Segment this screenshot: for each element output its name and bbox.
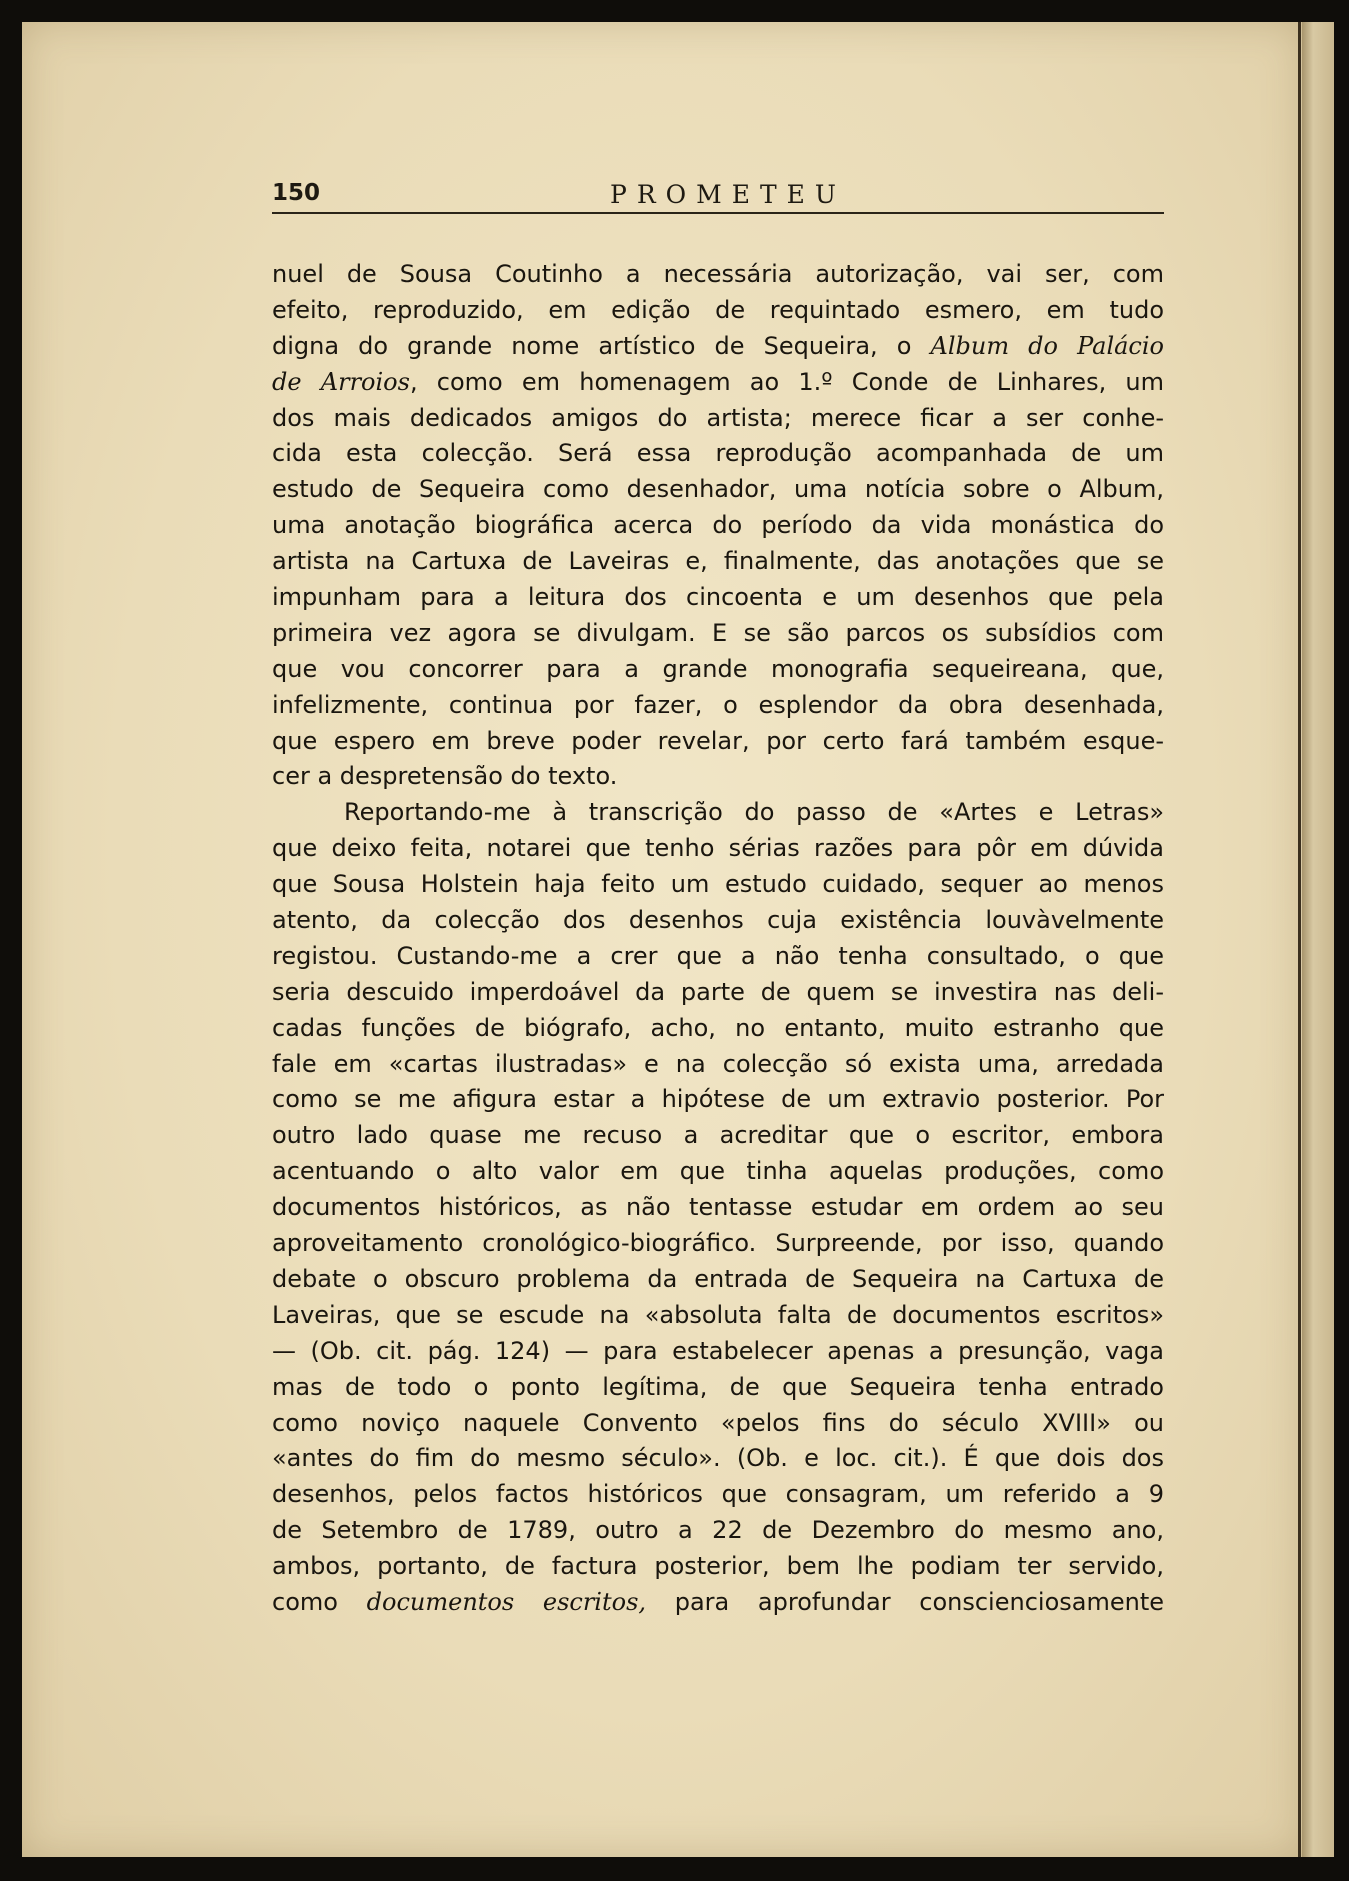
text-line: mas de todo o ponto legítima, de que Sequeira tenha entrado	[272, 1372, 1164, 1401]
text-line: impunham para a leitura dos cincoenta e um desenhos que pela	[272, 583, 1164, 612]
text-line: cida esta colecção. Será essa reprodução acompanhada de um	[272, 439, 1164, 468]
text-line: primeira vez agora se divulgam. E se são parcos os subsídios com	[272, 618, 1164, 647]
text-line: como noviço naquele Convento «pelos fins do século XVIII» ou	[272, 1408, 1164, 1437]
text-line: que vou concorrer para a grande monografia sequeireana, que,	[272, 654, 1164, 683]
text-line: que deixo feita, notarei que tenho sérias razões para pôr em dúvida	[272, 834, 1164, 863]
running-header	[272, 180, 1164, 214]
text-line: Laveiras, que se escude na «absoluta falta de documentos escritos»	[272, 1300, 1164, 1329]
text-line: acentuando o alto valor em que tinha aquelas produções, como	[272, 1157, 1164, 1186]
text-line: digna do grande nome artístico de Sequeira, o Album do Palácio	[272, 331, 1164, 360]
text-line: que Sousa Holstein haja feito um estudo cuidado, sequer ao menos	[272, 870, 1164, 899]
text-line: que espero em breve poder revelar, por certo fará também esque-	[272, 726, 1164, 755]
text-line: documentos históricos, as não tentasse estudar em ordem ao seu	[272, 1193, 1164, 1222]
text-line: estudo de Sequeira como desenhador, uma notícia sobre o Album,	[272, 475, 1164, 504]
text-line: nuel de Sousa Coutinho a necessária autorização, vai ser, com	[272, 260, 1164, 288]
italic-phrase: documentos escritos,	[366, 1587, 647, 1616]
text-line: outro lado quase me recuso a acreditar que o escritor, embora	[272, 1121, 1164, 1150]
text-line: artista na Cartuxa de Laveiras e, finalmente, das anotações que se	[272, 547, 1164, 576]
text-line: dos mais dedicados amigos do artista; merece ficar a ser conhe-	[272, 403, 1164, 432]
text-line: «antes do fim do mesmo século». (Ob. e loc. cit.). É que dois dos	[272, 1444, 1164, 1473]
journal-title: PROMETEU	[610, 180, 846, 209]
text-line: ambos, portanto, de factura posterior, bem lhe podiam ter servido,	[272, 1552, 1164, 1581]
text-line: como se me afigura estar a hipótese de um extravio posterior. Por	[272, 1085, 1164, 1114]
text-line: desenhos, pelos factos históricos que consagram, um referido a 9	[272, 1480, 1164, 1509]
text-line: de Setembro de 1789, outro a 22 de Dezembro do mesmo ano,	[272, 1516, 1164, 1545]
text-line: de Arroios, como em homenagem ao 1.º Conde de Linhares, um	[272, 367, 1164, 396]
adjacent-page-edge	[1302, 22, 1334, 1857]
paragraph-end-line: cer a despretensão do texto.	[272, 762, 618, 791]
italic-title: Album do Palácio	[930, 331, 1164, 360]
page-number: 150	[272, 180, 321, 206]
paragraph-start-line: Reportando-me à transcrição do passo de «Artes e Letras»	[344, 798, 1164, 827]
text-line: infelizmente, continua por fazer, o esplendor da obra desenhada,	[272, 690, 1164, 719]
text-line: cadas funções de biógrafo, acho, no entanto, muito estranho que	[272, 1013, 1164, 1042]
text-line: aproveitamento cronológico-biográfico. Surpreende, por isso, quando	[272, 1229, 1164, 1258]
text-line: efeito, reproduzido, em edição de requintado esmero, em tudo	[272, 295, 1164, 324]
text-line: debate o obscuro problema da entrada de Sequeira na Cartuxa de	[272, 1264, 1164, 1293]
text-line: uma anotação biográfica acerca do período da vida monástica do	[272, 511, 1164, 540]
page-edge-shadow	[1298, 22, 1301, 1857]
text-line: atento, da colecção dos desenhos cuja existência louvàvelmente	[272, 906, 1164, 935]
text-line: como documentos escritos, para aprofundar conscienciosamente	[272, 1587, 1164, 1616]
italic-title: de Arroios	[272, 367, 410, 396]
text-line: seria descuido imperdoável da parte de quem se investira nas deli-	[272, 977, 1164, 1006]
text-line: registou. Custando-me a crer que a não tenha consultado, o que	[272, 941, 1164, 970]
text-line: — (Ob. cit. pág. 124) — para estabelecer apenas a presunção, vaga	[272, 1336, 1164, 1365]
body-text	[272, 257, 1164, 1621]
text-line: fale em «cartas ilustradas» e na colecção só exista uma, arredada	[272, 1049, 1164, 1078]
